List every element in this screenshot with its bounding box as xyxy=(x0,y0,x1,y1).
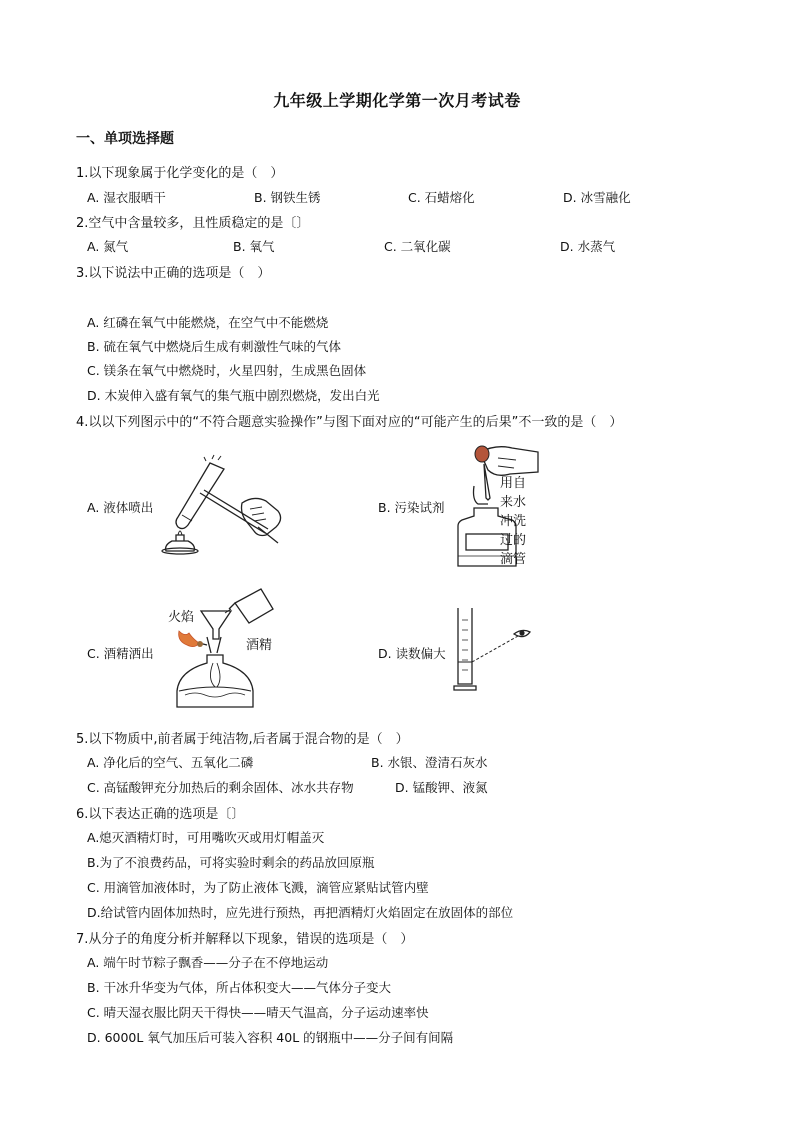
q2-option-c: C. 二氧化碳 xyxy=(384,239,451,254)
question-7-stem: 7.从分子的角度分析并解释以下现象，错误的选项是（ ） xyxy=(76,932,414,947)
q5-option-d: D. 锰酸钾、液氮 xyxy=(395,780,488,795)
q1-option-c: C. 石蜡熔化 xyxy=(408,190,475,205)
question-3-stem: 3.以下说法中正确的选项是（ ） xyxy=(76,266,271,281)
q6-option-c: C. 用滴管加液体时，为了防止液体飞溅，滴管应紧贴试管内壁 xyxy=(87,880,429,895)
q6-option-a: A.熄灭酒精灯时，可用嘴吹灭或用灯帽盖灭 xyxy=(87,830,325,845)
q4-option-d: D. 读数偏大 xyxy=(378,646,446,661)
page-title: 九年级上学期化学第一次月考试卷 xyxy=(273,91,521,110)
section-heading: 一、单项选择题 xyxy=(76,131,174,147)
question-5-stem: 5.以下物质中,前者属于纯洁物,后者属于混合物的是（ ） xyxy=(76,732,409,747)
q5-option-a: A. 净化后的空气、五氧化二磷 xyxy=(87,755,254,770)
q6-option-d: D.给试管内固体加热时，应先进行预热，再把酒精灯火焰固定在放固体的部位 xyxy=(87,905,514,920)
q3-option-a: A. 红磷在氧气中能燃烧，在空气中不能燃烧 xyxy=(87,315,329,330)
figure-a-heating-test-tube xyxy=(150,455,295,555)
figure-c-flame-label: 火焰 xyxy=(168,610,195,625)
q2-option-b: B. 氧气 xyxy=(233,239,275,254)
q1-option-d: D. 冰雪融化 xyxy=(563,190,631,205)
q7-option-c: C. 晴天湿衣服比阴天干得快——晴天气温高，分子运动速率快 xyxy=(87,1005,429,1020)
question-6-stem: 6.以下表达正确的选项是〔〕 xyxy=(76,807,245,822)
q7-option-b: B. 干冰升华变为气体，所占体积变大——气体分子变大 xyxy=(87,980,392,995)
q3-option-c: C. 镁条在氧气中燃烧时，火星四射，生成黑色固体 xyxy=(87,363,367,378)
q1-option-b: B. 钢铁生锈 xyxy=(254,190,321,205)
q7-option-a: A. 端午时节粽子飘香——分子在不停地运动 xyxy=(87,955,329,970)
q5-option-b: B. 水银、澄清石灰水 xyxy=(371,755,488,770)
q4-option-c: C. 酒精洒出 xyxy=(87,646,154,661)
figure-b-note: 用自来水冲洗过的滴管 xyxy=(500,476,527,567)
question-4-stem: 4.以以下列图示中的“不符合题意实验操作”与图下面对应的“可能产生的后果”不一致的是（ ） xyxy=(76,415,623,430)
q3-option-d: D. 木炭伸入盛有氧气的集气瓶中剧烈燃烧，发出白光 xyxy=(87,388,380,403)
q4-option-b: B. 污染试剂 xyxy=(378,500,445,515)
q4-option-a: A. 液体喷出 xyxy=(87,500,154,515)
q5-option-c: C. 高锰酸钾充分加热后的剩余固体、冰水共存物 xyxy=(87,780,354,795)
figure-d-cylinder-reading xyxy=(452,600,542,696)
figure-c-alcohol-label: 酒精 xyxy=(246,638,273,653)
q6-option-b: B.为了不浪费药品，可将实验时剩余的药品放回原瓶 xyxy=(87,855,375,870)
question-2-stem: 2.空气中含量较多，且性质稳定的是〔〕 xyxy=(76,216,310,231)
question-1-stem: 1.以下现象属于化学变化的是（ ） xyxy=(76,166,284,181)
q3-option-b: B. 硫在氧气中燃烧后生成有刺激性气味的气体 xyxy=(87,339,342,354)
q2-option-a: A. 氮气 xyxy=(87,239,129,254)
q1-option-a: A. 湿衣服晒干 xyxy=(87,190,166,205)
q7-option-d: D. 6000L 氧气加压后可装入容积 40L 的钢瓶中——分子间有间隔 xyxy=(87,1030,454,1045)
q2-option-d: D. 水蒸气 xyxy=(560,239,616,254)
